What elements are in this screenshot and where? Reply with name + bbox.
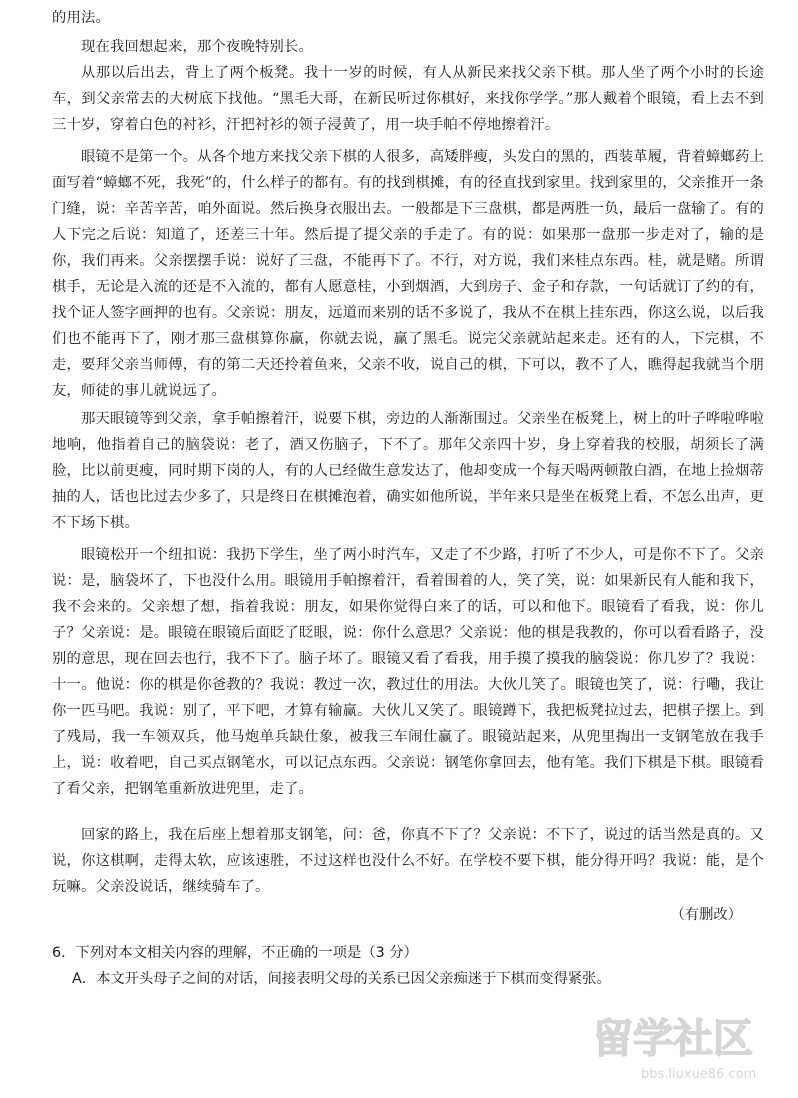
- paragraph-0: 的用法。: [52, 10, 110, 26]
- paragraph-1: 现在我回想起来，那个夜晚特别长。: [81, 39, 313, 55]
- question-stem: 6．下列对本文相关内容的理解，不正确的一项是（3 分）: [52, 945, 418, 961]
- watermark-logo: [585, 1008, 785, 1088]
- paragraph-3: 眼镜不是第一个。从各个地方来找父亲下棋的人很多，高矮胖瘦，头发白的黑的，西装革履，背着蟑螂药上面写着“蟑螂不死，我死”的，什么样子的都有。有的找到棋摊，有的径直找到家里。找到家里的，父亲推开一条门缝，说：辛苦辛苦，咱外面说。然后换身衣服出去。一般都是下三盘棋，都是两胜一负，最后一盘输了。有的人下完之后说：知道了，还差三十年。然后提了提父亲的手走了。有的说：如果那一盘那一步走对了，输的是你，我们再来。父亲摆摆手说：说好了三盘，不能再下了。不行，对方说，我们来桂点东西。桂，就是赌。所谓棋手，无论是入流的还是不入流的，都有人愿意桂，小到烟酒，大到房子、金子和存款，一句话就订了约的有，找个证人签字画押的也有。父亲说：朋友，远道而来别的话不多说了，我从不在棋上挂东西，你这么说，以后我们也不能再下了，刚才那三盘棋算你赢，你就去说，赢了黑毛。说完父亲就站起来走。还有的人，下完棋，不走，要拜父亲当师傅，有的第二天还拎着鱼来，父亲不收，说自己的棋，下可以，教不了人，瞧得起我就当个朋友，师徒的事儿就说远了。: [52, 149, 764, 399]
- paragraph-5: 眼镜松开一个纽扣说：我扔下学生，坐了两小时汽车，又走了不少路，打听了不少人，可是你不下了。父亲说：是，脑袋坏了，下也没什么用。眼镜用手帕擦着汗，看着围着的人，笑了笑，说：如果新民有人能和我下，我不会来的。父亲想了想，指着我说：朋友，如果你觉得白来了的话，可以和他下。眼镜看了看我，说：你儿子？父亲说：是。眼镜在眼镜后面眨了眨眼，说：你什么意思？父亲说：他的棋是我教的，你可以看看路子，没别的意思，现在回去也行，我不下了。脑子坏了。眼镜又看了看我，用手摸了摸我的脑袋说：你几岁了？我说：十一。他说：你的棋是你爸教的？我说：教过一次，教过仕的用法。大伙儿笑了。眼镜也笑了，说：行嘞，我让你一匹马吧。我说：别了，平下吧，才算有输赢。大伙儿又笑了。眼镜蹲下，我把板凳拉过去，把棋子摆上。到了残局，我一车领双兵，他马炮单兵缺仕象，被我三车闹仕赢了。眼镜站起来，从兜里掏出一支钢笔放在我手上，说：收着吧，自己买点钢笔水，可以记点东西。父亲说：钢笔你拿回去，他有笔。我们下棋是下棋。眼镜看了看父亲，把钢笔重新放进兜里，走了。: [52, 547, 764, 797]
- paragraph-2: 从那以后出去，背上了两个板凳。我十一岁的时候，有人从新民来找父亲下棋。那人坐了两个小时的长途车，到父亲常去的大树底下找他。“黑毛大哥，在新民听过你棋好，来找你学学。”那人戴着个眼镜，看上去不到三十岁，穿着白色的衬衫，汗把衬衫的领子浸黄了，用一块手帕不停地擦着汗。: [52, 65, 764, 133]
- question-option-a: A．本文开头母子之间的对话，间接表明父母的关系已因父亲痴迷于下棋而变得紧张。: [72, 971, 611, 987]
- paragraph-6: 回家的路上，我在后座上想着那支钢笔，问：爸，你真不下了？父亲说：不下了，说过的话当然是真的。又说，你这棋啊，走得太软，应该速胜，不过这样也没什么不好。在学校不要下棋，能分得开吗？我说：能，是个玩嘛。父亲没说话，继续骑车了。: [52, 827, 764, 895]
- watermark-url: bbs.liuxue86.com: [641, 1067, 757, 1082]
- source-note: （有删改）: [670, 907, 742, 923]
- paragraph-4: 那天眼镜等到父亲，拿手帕擦着汗，说要下棋，旁边的人渐渐围过。父亲坐在板凳上，树上的叶子哗啦哗啦地响，他指着自己的脑袋说：老了，酒又伤脑子，下不了。那年父亲四十岁，身上穿着我的校服，胡须长了满脸，比以前更瘦，同时期下岗的人，有的人已经做生意发达了，他却变成一个每天喝两顿散白酒，在地上捡烟蒂抽的人，话也比过去少多了，只是终日在棋摊泡着，确实如他所说，半年来只是坐在板凳上看，不怎么出声，更不下场下棋。: [52, 411, 764, 531]
- watermark-logo-text: 留学社区: [593, 1016, 753, 1062]
